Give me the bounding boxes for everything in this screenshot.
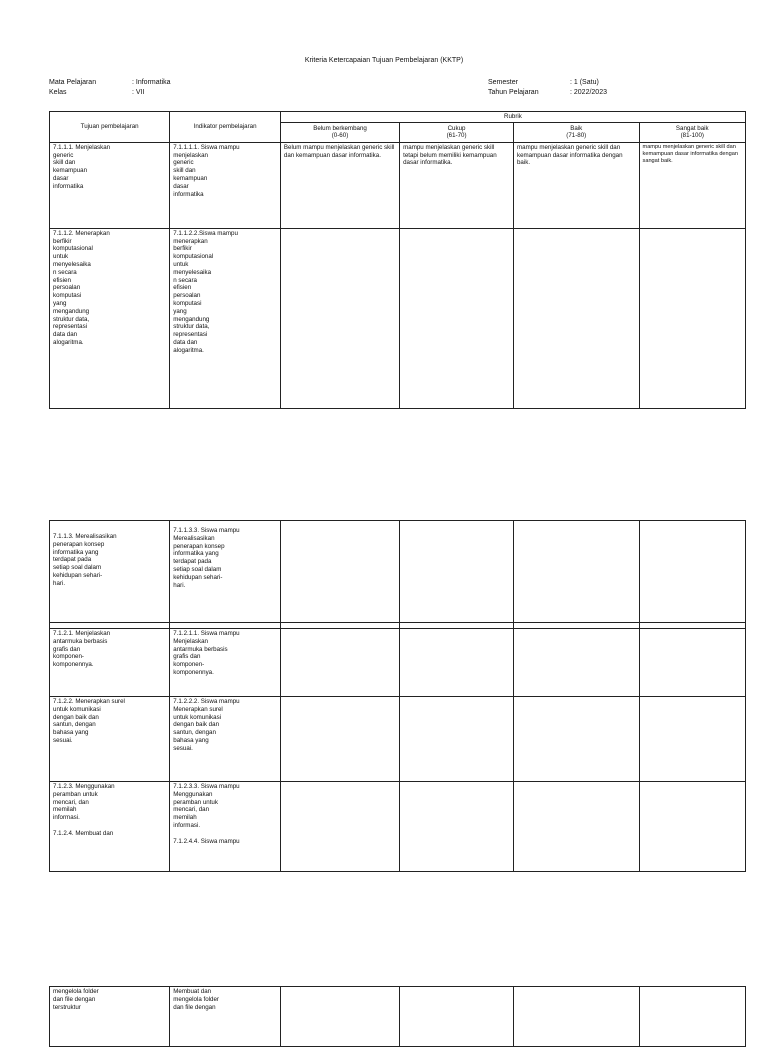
kktp-table-1 bbox=[49, 111, 746, 409]
semester-label: Semester bbox=[488, 79, 518, 86]
rubrik-cukup-cell: mampu menjelaskan generic skill tetapi belum memiliki kemampuan dasar informatika. bbox=[400, 142, 514, 228]
kktp-table-3 bbox=[49, 986, 746, 1047]
table-row bbox=[50, 142, 746, 228]
kktp-table-2 bbox=[49, 520, 746, 872]
tujuan-cell: mengelola folder dan file dengan terstruktur bbox=[50, 987, 170, 1047]
tahun-value: : 2022/2023 bbox=[570, 89, 607, 96]
kelas-value: : VII bbox=[132, 89, 145, 96]
kelas-label: Kelas bbox=[49, 89, 67, 96]
tujuan-cell: 7.1.2.2. Menerapkan surel untuk komunikasi dengan baik dan santun, dengan bahasa yang sesuai. bbox=[50, 697, 170, 782]
rubrik-belum-cell bbox=[280, 228, 399, 408]
rubrik-sangat-cell bbox=[639, 228, 745, 408]
rubrik-baik-cell bbox=[513, 228, 639, 408]
table-row bbox=[50, 697, 746, 782]
rubrik-cukup-cell bbox=[400, 228, 514, 408]
mapel-label: Mata Pelajaran bbox=[49, 79, 97, 86]
header-indikator: Indikator pembelajaran bbox=[170, 112, 281, 143]
table-row bbox=[50, 629, 746, 697]
meta-left bbox=[49, 79, 249, 99]
tujuan-cell: 7.1.1.1. Menjelaskan generic skill dan kemampuan dasar informatika bbox=[50, 142, 170, 228]
tujuan-cell: 7.1.2.3. Menggunakan peramban untuk mencari, dan memilah informasi. 7.1.2.4. Membuat dan bbox=[50, 782, 170, 872]
header-tujuan: Tujuan pembelajaran bbox=[50, 112, 170, 143]
table-row bbox=[50, 782, 746, 872]
indikator-cell: 7.1.2.3.3. Siswa mampu Menggunakan peramban untuk mencari, dan memilah informasi. 7.1.2.4.4. Siswa mampu bbox=[170, 782, 281, 872]
indikator-cell: 7.1.1.2.2.Siswa mampu menerapkan berfikir komputasional untuk menyelesaika n secara efisien persoalan komputasi yang mengandung struktur data, representasi data dan alogaritma. bbox=[170, 228, 281, 408]
mapel-value: : Informatika bbox=[132, 79, 171, 86]
header-belum: Belum berkembang (0-60) bbox=[280, 122, 399, 142]
indikator-cell: 7.1.2.2.2. Siswa mampu Menerapkan surel untuk komunikasi dengan baik dan santun, dengan bahasa yang sesuai. bbox=[170, 697, 281, 782]
header-rubrik: Rubrik bbox=[280, 112, 745, 123]
indikator-cell: 7.1.2.1.1. Siswa mampu Menjelaskan antarmuka berbasis grafis dan komponen- komponennya. bbox=[170, 629, 281, 697]
table-row bbox=[50, 228, 746, 408]
header-baik: Baik (71-80) bbox=[513, 122, 639, 142]
tujuan-cell: 7.1.2.1. Menjelaskan antarmuka berbasis grafis dan komponen- komponennya. bbox=[50, 629, 170, 697]
header-sangat: Sangat baik (81-100) bbox=[639, 122, 745, 142]
tujuan-cell: 7.1.1.2. Menerapkan berfikir komputasional untuk menyelesaika n secara efisien persoalan komputasi yang mengandung struktur data, representasi data dan alogaritma. bbox=[50, 228, 170, 408]
document-title: Kriteria Ketercapaian Tujuan Pembelajaran (KKTP) bbox=[304, 57, 464, 64]
tahun-label: Tahun Pelajaran bbox=[488, 89, 539, 96]
indikator-cell: Membuat dan mengelola folder dan file dengan bbox=[170, 987, 281, 1047]
meta-right bbox=[488, 79, 688, 99]
table-row bbox=[50, 521, 746, 623]
indikator-cell: 7.1.1.1.1. Siswa mampu menjelaskan generic skill dan kemampuan dasar informatika bbox=[170, 142, 281, 228]
header-cukup: Cukup (61-70) bbox=[400, 122, 514, 142]
table-row bbox=[50, 987, 746, 1047]
rubrik-sangat-cell: mampu menjelaskan generic skill dan kemampuan dasar informatika dengan sangat baik. bbox=[639, 142, 745, 228]
semester-value: : 1 (Satu) bbox=[570, 79, 599, 86]
rubrik-baik-cell: mampu menjelaskan generic skill dan kemampuan dasar informatika dengan baik. bbox=[513, 142, 639, 228]
tujuan-cell: 7.1.1.3. Merealisasikan penerapan konsep informatika yang terdapat pada setiap soal dalam kehidupan sehari- hari. bbox=[50, 521, 170, 623]
indikator-cell: 7.1.1.3.3. Siswa mampu Merealisasikan penerapan konsep informatika yang terdapat pada setiap soal dalam kehidupan sehari- hari. bbox=[170, 521, 281, 623]
rubrik-belum-cell: Belum mampu menjelaskan generic skill dan kemampuan dasar informatika. bbox=[280, 142, 399, 228]
